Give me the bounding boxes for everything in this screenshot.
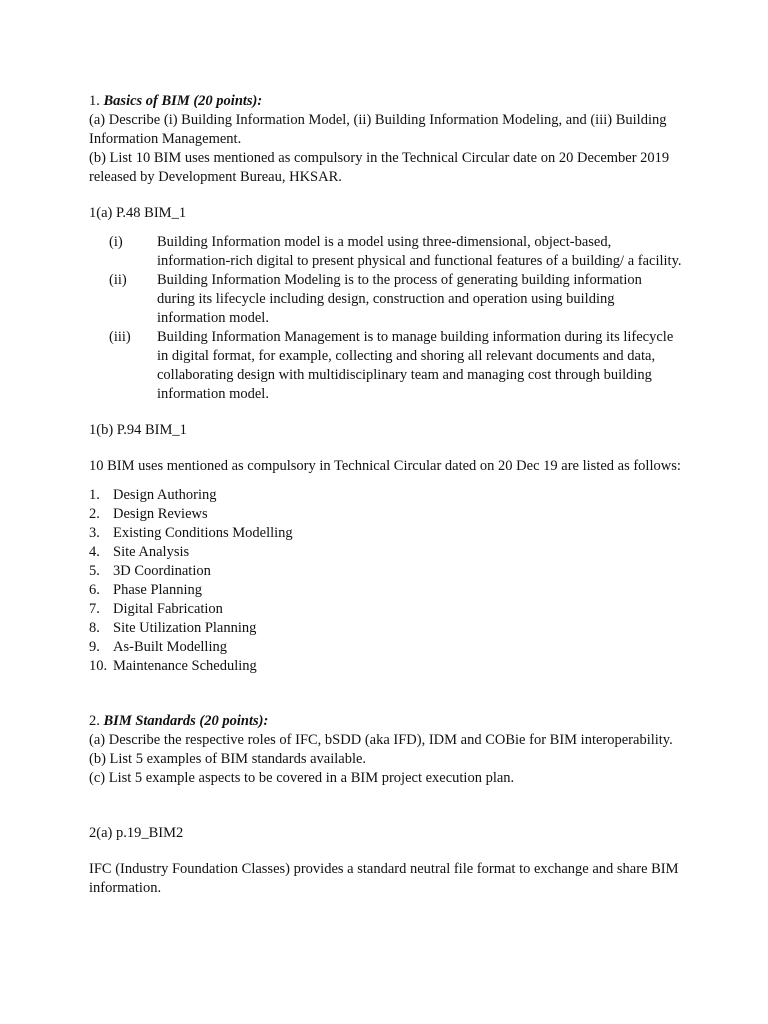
list-item-text: Building Information Modeling is to the process of generating building information during its lifecycle including design, construction and operation using building information model. [157, 272, 642, 326]
list-item-text: Maintenance Scheduling [113, 658, 257, 674]
list-item [89, 543, 689, 562]
answer-2a-text: IFC (Industry Foundation Classes) provides a standard neutral file format to exchange and share BIM information. [89, 861, 679, 896]
list-item-number: 2. [89, 506, 100, 522]
question-1 [89, 92, 689, 187]
list-item-number: 1. [89, 487, 100, 503]
list-item-text: Phase Planning [113, 582, 203, 598]
list-item [89, 581, 689, 600]
list-item-text: Existing Conditions Modelling [113, 525, 293, 541]
list-item [89, 638, 689, 657]
list-item [89, 600, 689, 619]
list-item-text: Site Utilization Planning [113, 620, 257, 636]
list-item [109, 233, 689, 271]
answer-1a-reference: 1(a) P.48 BIM_1 [89, 205, 187, 221]
list-item-number: 9. [89, 639, 100, 655]
question-2-part-a: (a) Describe the respective roles of IFC, bSDD (aka IFD), IDM and COBie for BIM interoperability. [89, 732, 673, 748]
answer-1b-intro: 10 BIM uses mentioned as compulsory in Technical Circular dated on 20 Dec 19 are listed as follows: [89, 458, 681, 474]
list-item-number: 3. [89, 525, 100, 541]
list-item-text: Digital Fabrication [113, 601, 223, 617]
question-1-part-b: (b) List 10 BIM uses mentioned as compulsory in the Technical Circular date on 20 December 2019 released by Development Bureau, HKSAR. [89, 150, 670, 185]
question-1-number: 1. [89, 93, 100, 109]
list-item [89, 524, 689, 543]
answer-1a-list [89, 233, 689, 404]
list-item [109, 328, 689, 404]
question-2-title: BIM Standards (20 points): [103, 713, 269, 729]
list-item-text: Design Authoring [113, 487, 217, 503]
list-item [89, 657, 689, 676]
document-page [89, 92, 689, 898]
list-item [89, 562, 689, 581]
list-item-number: (iii) [109, 329, 131, 345]
answer-1b-reference: 1(b) P.94 BIM_1 [89, 422, 187, 438]
answer-2a-reference: 2(a) p.19_BIM2 [89, 825, 184, 841]
list-item-text: Design Reviews [113, 506, 208, 522]
list-item-number: 7. [89, 601, 100, 617]
list-item [89, 619, 689, 638]
list-item-text: Building Information Management is to manage building information during its lifecycle in digital format, for example, collecting and shoring all relevant documents and data, collaborating design with multidisciplinary team and managing cost through building information model. [157, 329, 674, 402]
question-2 [89, 712, 689, 788]
list-item-number: 10. [89, 658, 108, 674]
list-item [89, 486, 689, 505]
question-2-part-c: (c) List 5 example aspects to be covered in a BIM project execution plan. [89, 770, 515, 786]
list-item-number: (i) [109, 234, 123, 250]
list-item [109, 271, 689, 328]
question-1-heading [89, 92, 689, 111]
list-item-number: 4. [89, 544, 100, 560]
list-item-number: 5. [89, 563, 100, 579]
question-2-part-b: (b) List 5 examples of BIM standards available. [89, 751, 367, 767]
list-item-number: 8. [89, 620, 100, 636]
list-item-text: Site Analysis [113, 544, 190, 560]
answer-1b-list [89, 486, 689, 676]
list-item-number: 6. [89, 582, 100, 598]
question-2-number: 2. [89, 713, 100, 729]
question-2-heading [89, 712, 689, 731]
list-item-number: (ii) [109, 272, 127, 288]
list-item-text: Building Information model is a model using three-dimensional, object-based, information-rich digital to present physical and functional features of a building/ a facility. [157, 234, 682, 269]
question-1-title: Basics of BIM (20 points): [103, 93, 263, 109]
question-1-part-a: (a) Describe (i) Building Information Model, (ii) Building Information Modeling, and (iii) Building Information Management. [89, 112, 667, 147]
list-item-text: 3D Coordination [113, 563, 211, 579]
list-item-text: As-Built Modelling [113, 639, 227, 655]
list-item [89, 505, 689, 524]
